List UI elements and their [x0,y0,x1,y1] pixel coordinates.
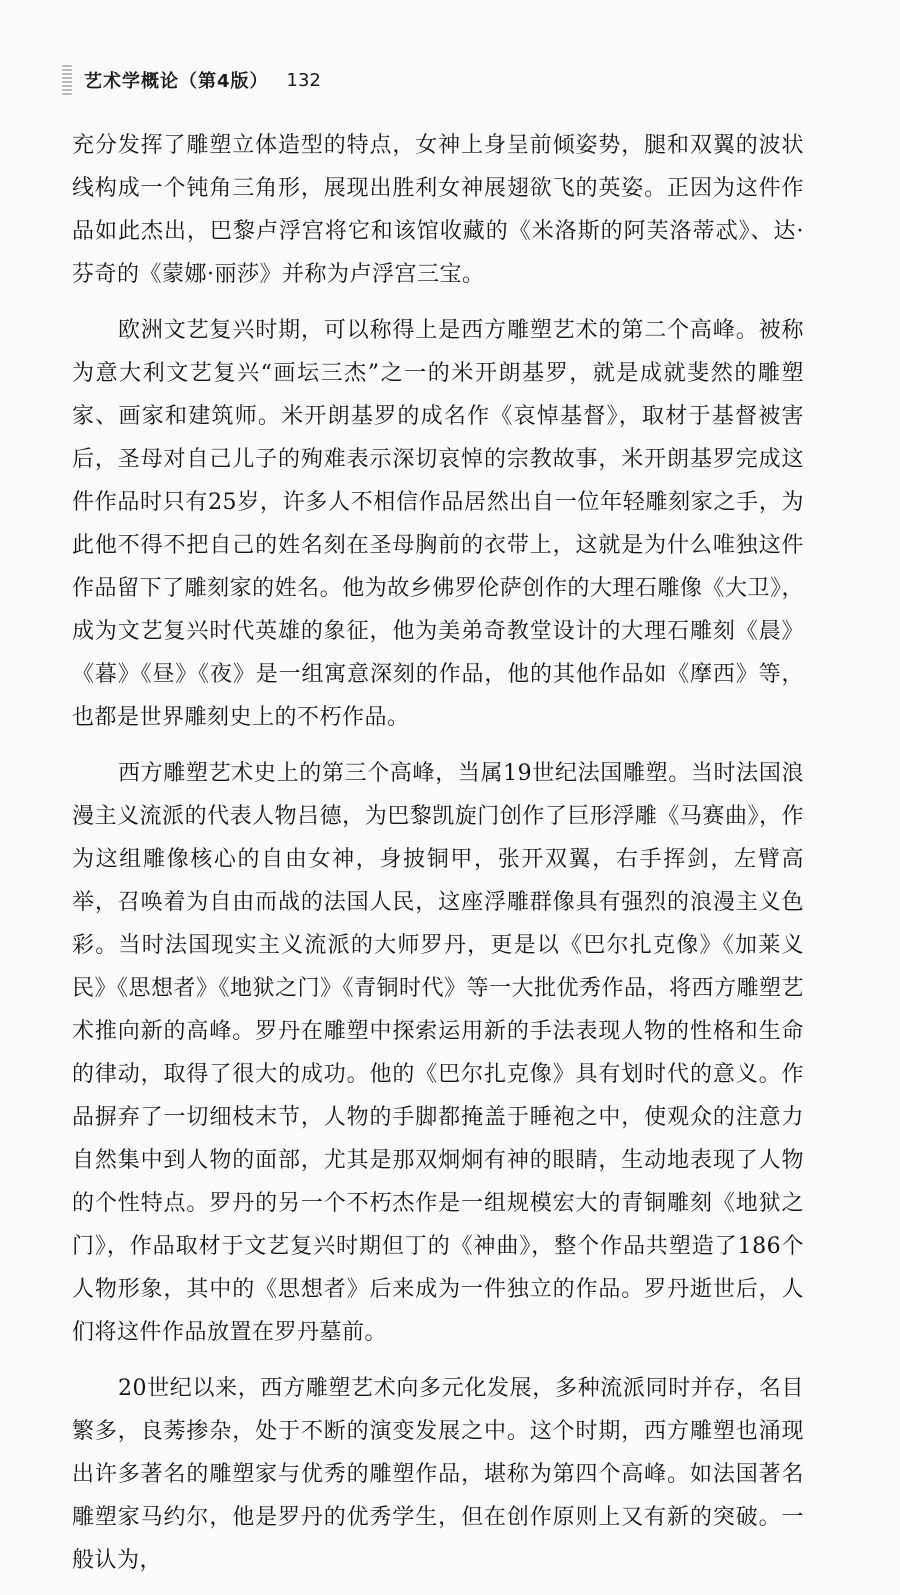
paragraph-renaissance: 欧洲文艺复兴时期，可以称得上是西方雕塑艺术的第二个高峰。被称为意大利文艺复兴“画坛三杰”之一的米开朗基罗，就是成就斐然的雕塑家、画家和建筑师。米开朗基罗的成名作《哀悼基督》，取材于基督被害后，圣母对自己儿子的殉难表示深切哀悼的宗教故事，米开朗基罗完成这件作品时只有25岁，许多人不相信作品居然出自一位年轻雕刻家之手，为此他不得不把自己的姓名刻在圣母胸前的衣带上，这就是为什么唯独这件作品留下了雕刻家的姓名。他为故乡佛罗伦萨创作的大理石雕像《大卫》，成为文艺复兴时代英雄的象征，他为美弟奇教堂设计的大理石雕刻《晨》《暮》《昼》《夜》是一组寓意深刻的作品，他的其他作品如《摩西》等，也都是世界雕刻史上的不朽作品。 [72,318,804,730]
paragraph-continued: 充分发挥了雕塑立体造型的特点，女神上身呈前倾姿势，腿和双翼的波状线构成一个钝角三角形，展现出胜利女神展翅欲飞的英姿。正因为这件作品如此杰出，巴黎卢浮宫将它和该馆收藏的《米洛斯的阿芙洛蒂忒》、达·芬奇的《蒙娜·丽莎》并称为卢浮宫三宝。 [72,133,804,287]
running-header [62,60,321,100]
paragraph-20th-century: 20世纪以来，西方雕塑艺术向多元化发展，多种流派同时并存，名目繁多，良莠掺杂，处于不断的演变发展之中。这个时期，西方雕塑也涌现出许多著名的雕塑家与优秀的雕塑作品，堪称为第四个高峰。如法国著名雕塑家马约尔，他是罗丹的优秀学生，但在创作原则上又有新的突破。一般认为， [72,1376,804,1573]
body-text [72,124,804,1595]
page-number: 132 [286,69,321,91]
paragraph-19th-century: 西方雕塑艺术史上的第三个高峰，当属19世纪法国雕塑。当时法国浪漫主义流派的代表人物吕德，为巴黎凯旋门创作了巨形浮雕《马赛曲》，作为这组雕像核心的自由女神，身披铜甲，张开双翼，右手挥剑，左臂高举，召唤着为自由而战的法国人民，这座浮雕群像具有强烈的浪漫主义色彩。当时法国现实主义流派的大师罗丹，更是以《巴尔扎克像》《加莱义民》《思想者》《地狱之门》《青铜时代》等一大批优秀作品，将西方雕塑艺术推向新的高峰。罗丹在雕塑中探索运用新的手法表现人物的性格和生命的律动，取得了很大的成功。他的《巴尔扎克像》具有划时代的意义。作品摒弃了一切细枝末节，人物的手脚都掩盖于睡袍之中，使观众的注意力自然集中到人物的面部，尤其是那双炯炯有神的眼睛，生动地表现了人物的个性特点。罗丹的另一个不朽杰作是一组规模宏大的青铜雕刻《地狱之门》，作品取材于文艺复兴时期但丁的《神曲》，整个作品共塑造了186个人物形象，其中的《思想者》后来成为一件独立的作品。罗丹逝世后，人们将这件作品放置在罗丹墓前。 [72,761,805,1345]
header-ornament-icon [62,65,72,95]
book-title: 艺术学概论（第4版） [84,71,269,92]
